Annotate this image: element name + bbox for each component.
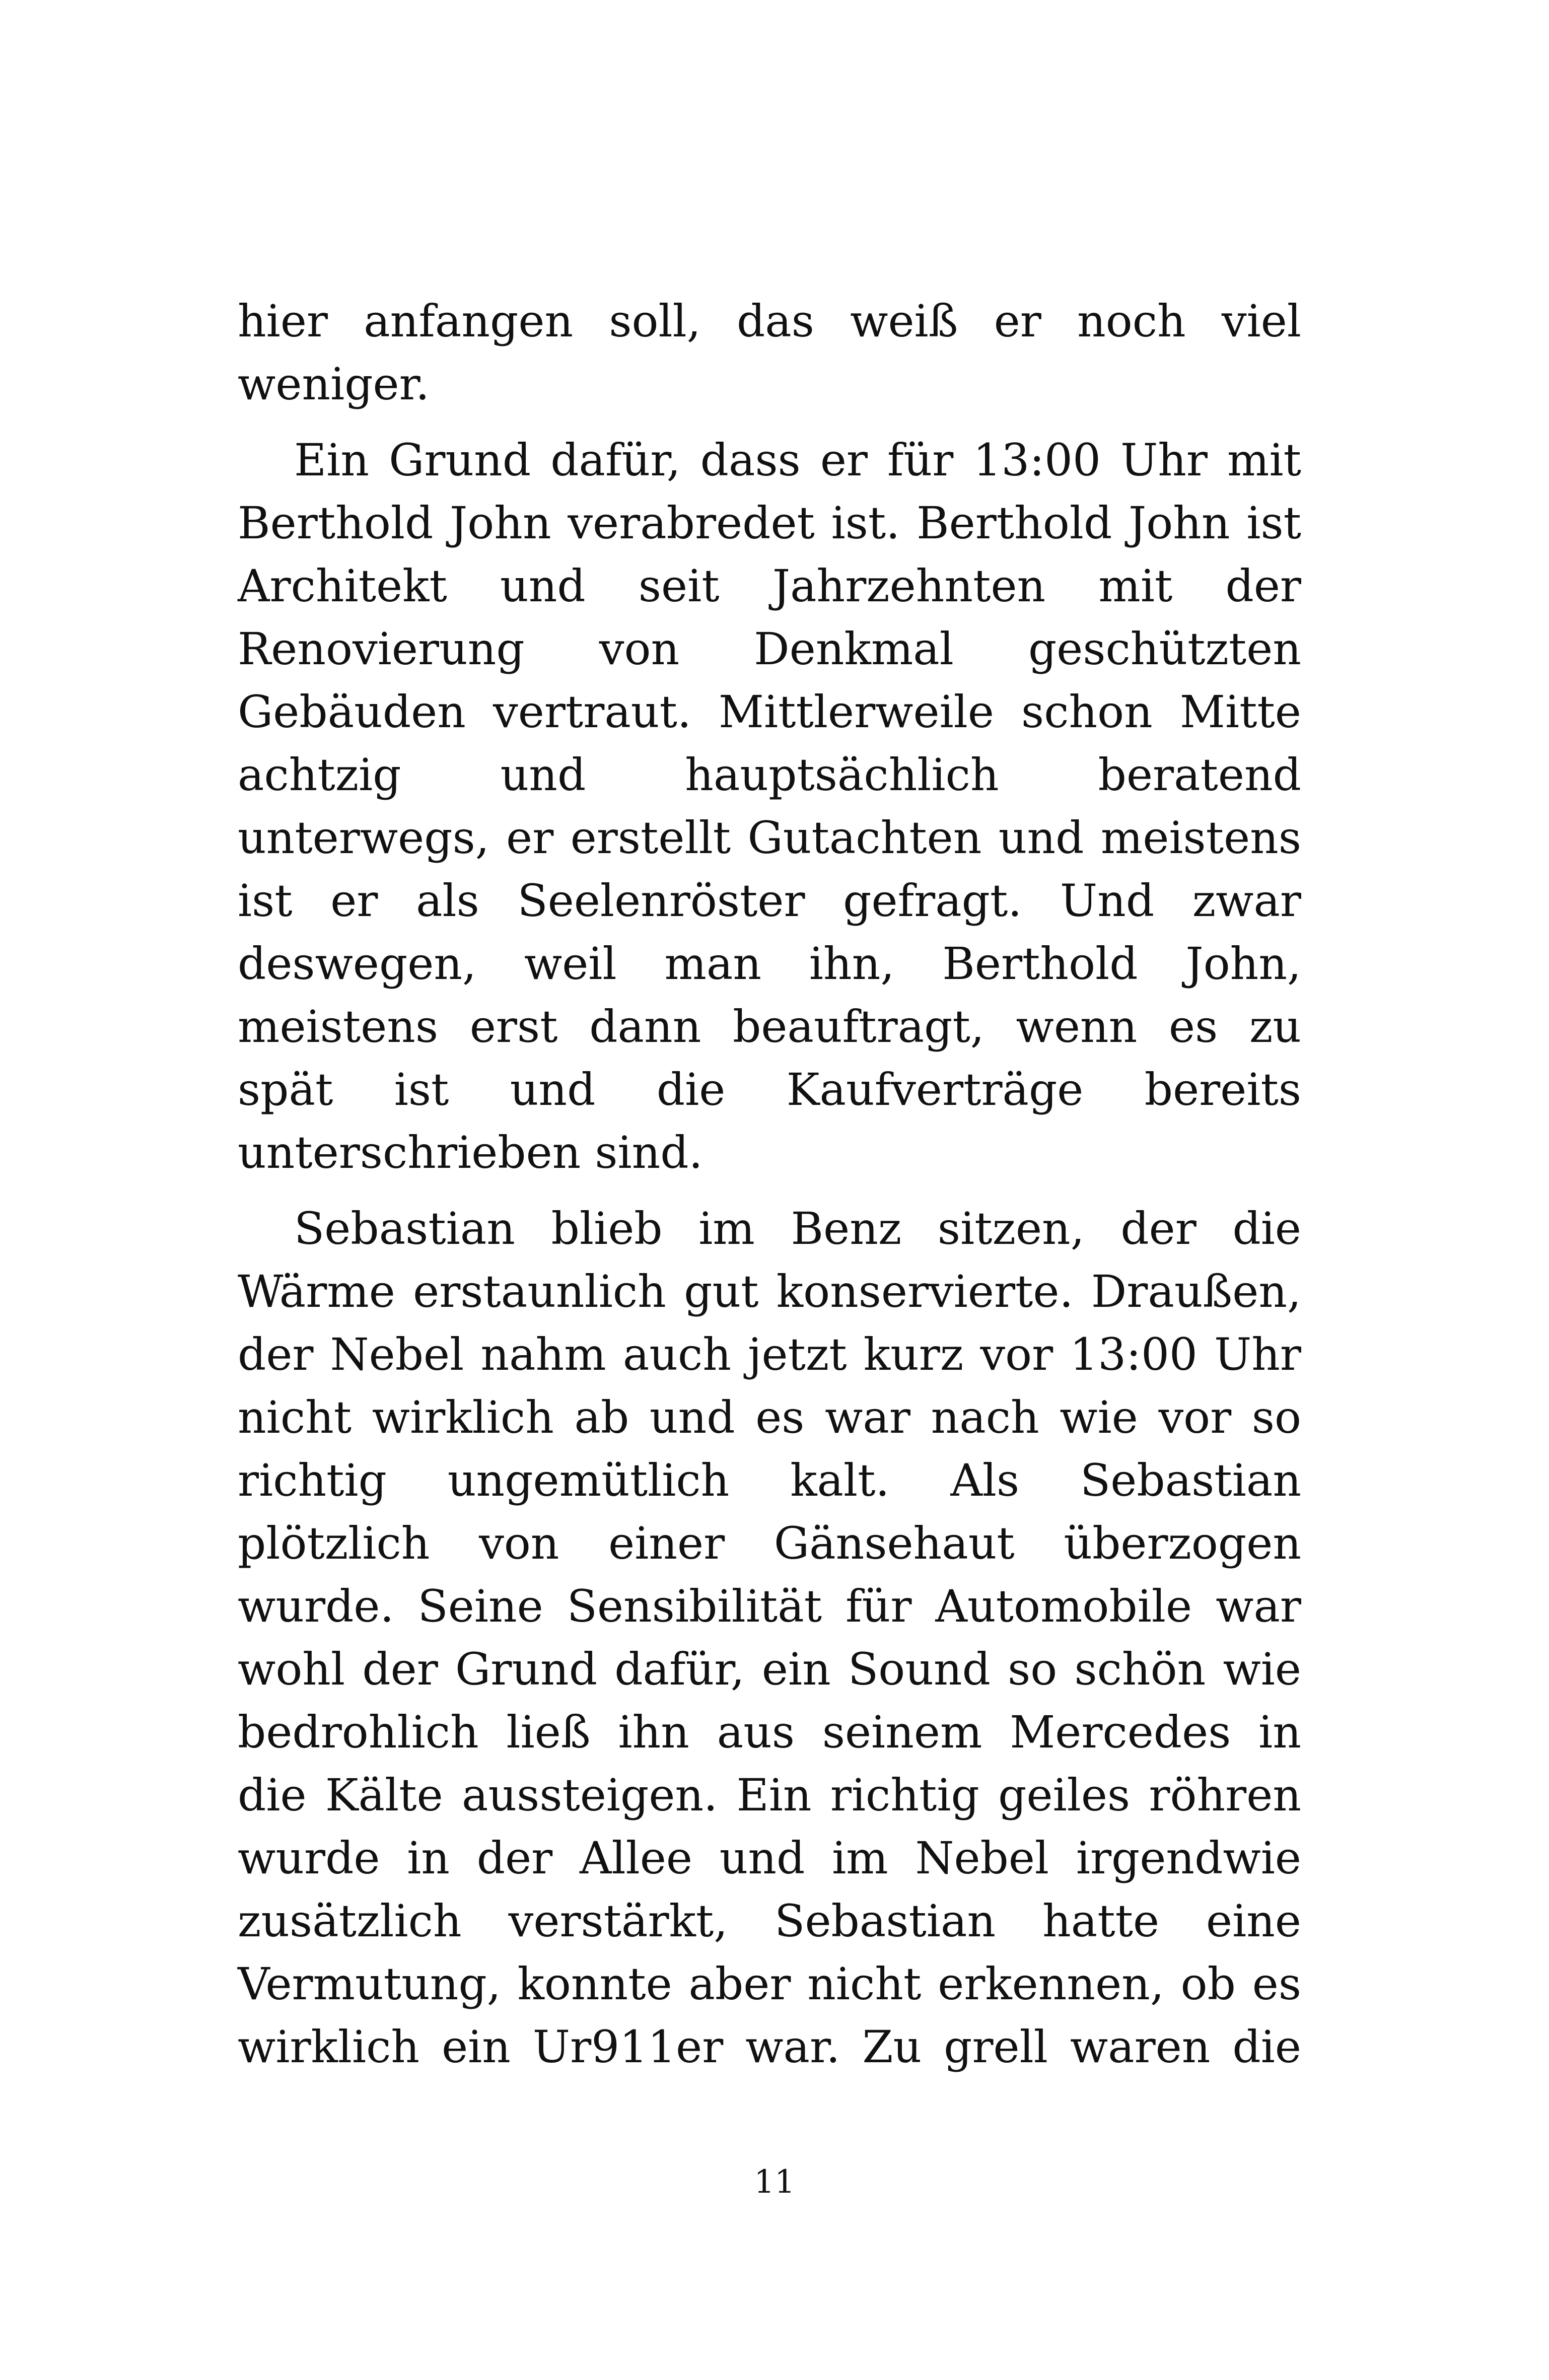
paragraph-berthold-john: Ein Grund dafür, dass er für 13:00 Uhr mit Berthold John verabredet ist. Berthold John ist Architekt und seit Jahrzehnten mit der Renovierung von Denkmal geschützten Gebäuden vertraut. Mittlerweile schon Mitte achtzig und hauptsächlich beratend unterwegs, er erstellt Gutachten und meistens ist er als Seelenröster gefragt. Und zwar deswegen, weil man ihn, Berthold John, meistens erst dann beauftragt, wenn es zu spät ist und die Kaufverträge bereits unterschrieben sind. — [238, 434, 1301, 1178]
paragraph-continuation: hier anfangen soll, das weiß er noch viel weniger. — [238, 295, 1301, 410]
page-number: 11 — [754, 2163, 795, 2201]
body-text — [238, 290, 1301, 2091]
paragraph-sebastian: Sebastian blieb im Benz sitzen, der die Wärme erstaunlich gut konservierte. Draußen, der Nebel nahm auch jetzt kurz vor 13:00 Uhr nicht wirklich ab und es war nach wie vor so richtig ungemütlich kalt. Als Sebastian plötzlich von einer Gänsehaut überzogen wurde. Seine Sensibilität für Automobile war wohl der Grund dafür, ein Sound so schön wie bedrohlich ließ ihn aus seinem Mercedes in die Kälte aussteigen. Ein richtig geiles röhren wurde in der Allee und im Nebel irgendwie zusätzlich verstärkt, Sebastian hatte eine Vermutung, konnte aber nicht erkennen, ob es wirklich ein Ur911er war. Zu grell waren die — [238, 1203, 1301, 2073]
